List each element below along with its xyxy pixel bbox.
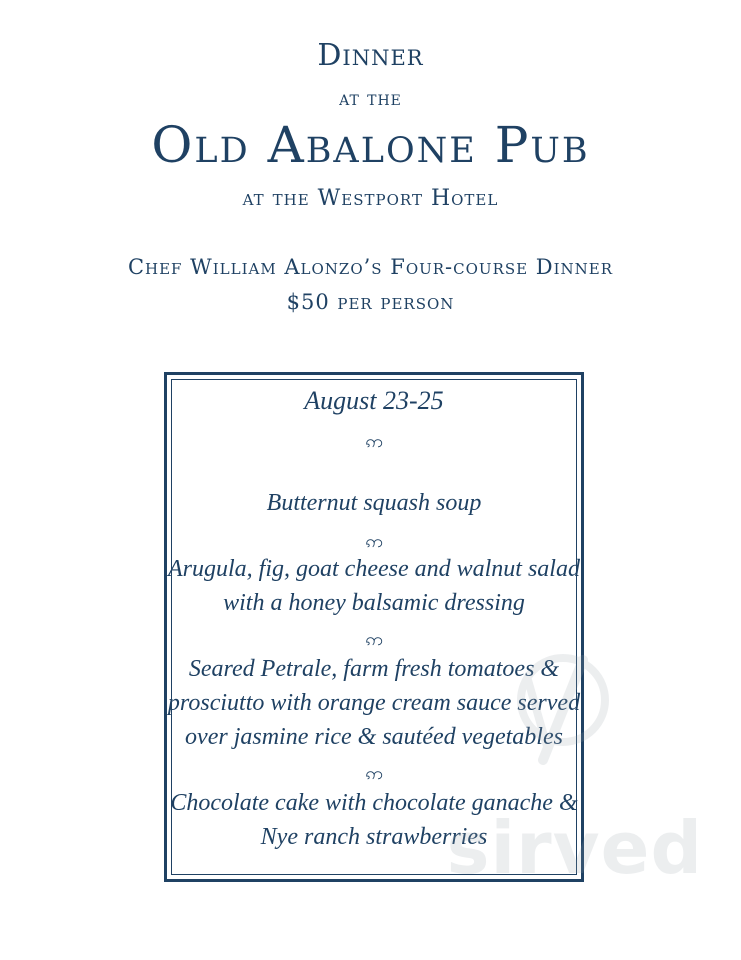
title-at-the: at the [339, 86, 402, 110]
ornament-icon: ဢ [365, 763, 383, 783]
venue-title: Old Abalone Pub [151, 116, 590, 174]
course-item: Chocolate cake with chocolate ganache & Nye ranch strawberries [170, 790, 578, 850]
ornament-icon: ဢ [365, 531, 383, 551]
hotel-subtitle: at the Westport Hotel [242, 186, 499, 211]
title-dinner: Dinner [317, 38, 424, 73]
course-item: Arugula, fig, goat cheese and walnut salad with a honey balsamic dressing [168, 556, 580, 616]
menu-date: August 23-25 [304, 386, 444, 415]
chef-line: Chef William Alonzo’s Four-course Dinner [127, 255, 614, 279]
course-item: Butternut squash soup [266, 490, 482, 516]
price-line: $50 per person [286, 290, 455, 314]
course-item: Seared Petrale, farm fresh tomatoes & prosciutto with orange cream sauce served over jasmine rice & sautéed vegetables [167, 656, 581, 750]
watermark-text: sirved [446, 806, 703, 890]
ornament-icon: ဢ [365, 629, 383, 649]
ornament-icon: ဢ [365, 431, 383, 451]
